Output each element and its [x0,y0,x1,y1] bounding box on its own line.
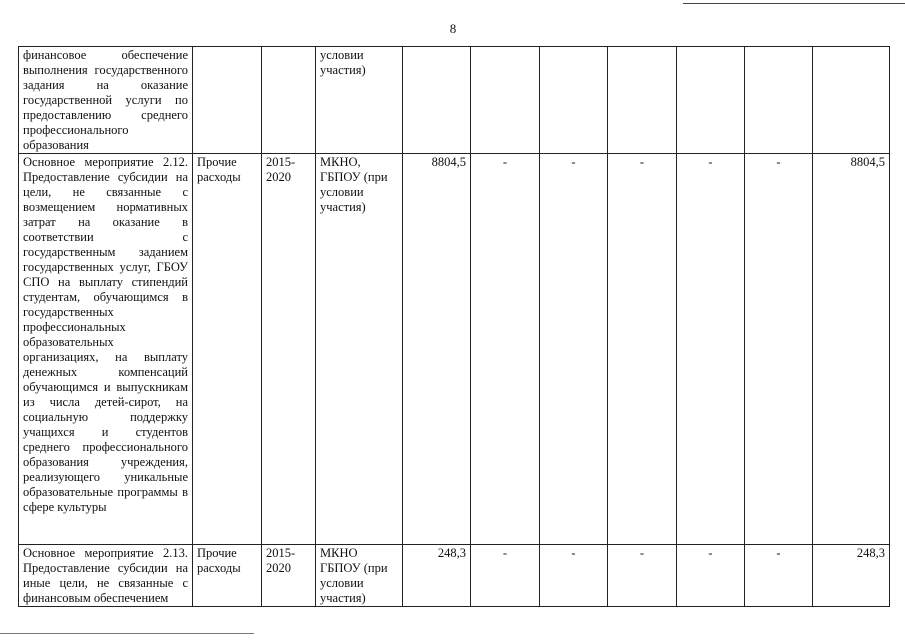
year-4-amount: - [677,545,745,607]
period: 2015-2020 [262,545,316,607]
year-5-amount [745,47,813,154]
total-amount [403,47,471,154]
activity-description: Основное мероприятие 2.12. Предоставление субсидии на цели, не связанные с возмещением нормативных затрат на оказание в соответствии с государственным заданием государственных услуг, ГБОУ СПО на выплату стипендий студентам, обучающимся в государственных профессиональных образовательных организациях, на выплату денежных компенсаций обучающимся и выпускникам из числа детей-сирот, на социальную поддержку учащихся и студентов среднего профессионального образования учреждения, реализующего уникальные образовательные программы в сфере культуры [19,154,193,545]
expense-type [193,47,262,154]
year-5-amount: - [745,545,813,607]
expense-type: Прочие расходы [193,545,262,607]
year-6-amount: 248,3 [813,545,890,607]
total-amount: 248,3 [403,545,471,607]
year-5-amount: - [745,154,813,545]
executor: условии участия) [316,47,403,154]
total-amount: 8804,5 [403,154,471,545]
year-3-amount [608,47,677,154]
year-2-amount: - [540,545,608,607]
period: 2015-2020 [262,154,316,545]
year-2-amount [540,47,608,154]
year-4-amount: - [677,154,745,545]
table-row [19,154,890,545]
activity-description: финансовое обеспечение выполнения государственного задания на оказание государственной услуги по предоставлению среднего профессионального образования [19,47,193,154]
executor: МКНО, ГБПОУ (при условии участия) [316,154,403,545]
executor: МКНО ГБПОУ (при условии участия) [316,545,403,607]
table-row [19,47,890,154]
year-6-amount [813,47,890,154]
program-activities-table [18,46,890,607]
year-3-amount: - [608,154,677,545]
expense-type: Прочие расходы [193,154,262,545]
activity-description: Основное мероприятие 2.13. Предоставление субсидии на иные цели, не связанные с финансовым обеспечением [19,545,193,607]
bottom-edge-line [0,633,254,634]
year-1-amount: - [471,545,540,607]
table-row [19,545,890,607]
period [262,47,316,154]
year-1-amount: - [471,154,540,545]
page-number: 8 [449,21,457,36]
year-6-amount: 8804,5 [813,154,890,545]
year-4-amount [677,47,745,154]
year-1-amount [471,47,540,154]
top-edge-line [683,3,905,4]
year-3-amount: - [608,545,677,607]
year-2-amount: - [540,154,608,545]
